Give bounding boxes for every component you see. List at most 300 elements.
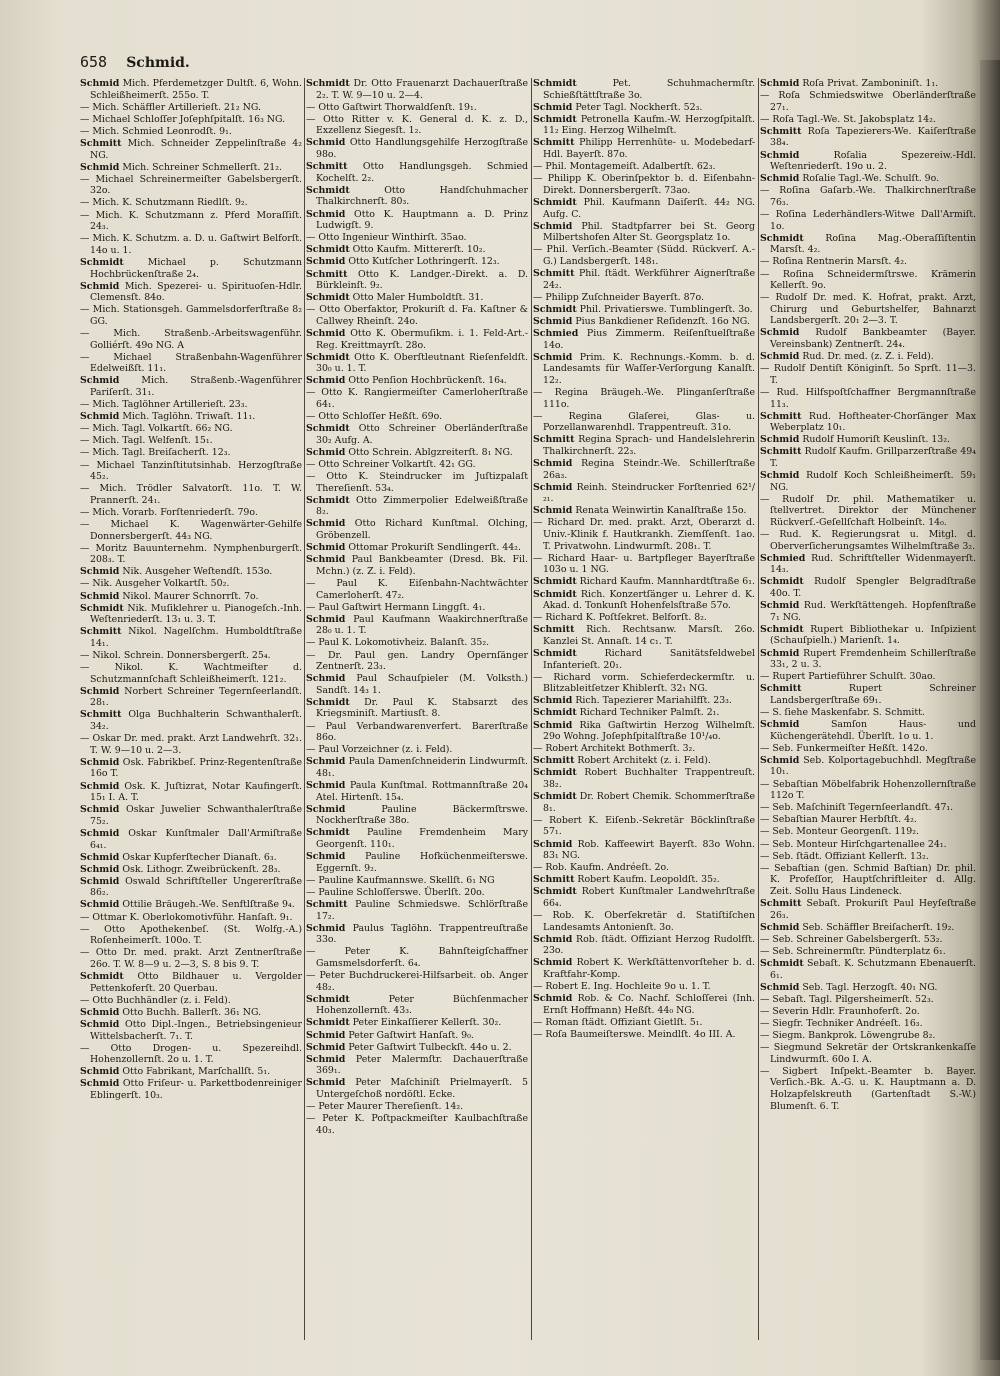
directory-entry [80,447,302,459]
directory-entry [533,553,755,576]
entry-surname: Schmid [80,1018,120,1030]
directory-entry [760,1030,976,1042]
directory-entry [306,78,528,101]
entry-surname: Schmid [306,613,346,625]
entry-text: Roſa Privat. Zamboniniſt. 1₁. [802,78,939,89]
entry-surname: Schmid [306,780,346,792]
directory-entry [80,483,302,506]
entry-text: Otto Kutſcher Lothringerſt. 12₃. [348,256,500,268]
entry-surname: Schmid [533,220,573,232]
entry-text: — Nik. Ausgeher Volkartſt. 50₂. [80,578,230,590]
entry-text: Samſon Haus- und Küchengerätehdl. Überlſt. 1o u. 1. [770,719,976,742]
directory-entry [533,755,755,767]
directory-entry [306,185,528,208]
directory-entry [760,648,976,671]
directory-entry [80,864,302,876]
entry-text: — Seb. Funkermeiſter Heßſt. 142o. [760,742,928,754]
entry-text: Paula Kunſtmal. Rottmannſtraße 20₄ Atel. Hirtenſt. 15₄. [316,780,528,803]
entry-text: — Paul K. Lokomotivheiz. Balanſt. 35₂. [306,637,490,649]
directory-entry [80,971,302,994]
entry-surname: Schmitt [533,874,575,886]
column-3 [533,78,755,1350]
entry-text: Rudolf Kaufm. Grillparzerſtraße 49₄ T. [770,446,976,469]
entry-surname: Schmidt [760,623,804,635]
directory-entry [533,743,755,755]
directory-entry [306,923,528,946]
entry-surname: Schmid [80,899,120,911]
directory-entry [80,114,302,126]
entry-text: Rud. Werkſtättengeh. Hopfenſtraße 7₁ NG. [770,600,976,623]
entry-text: Oskar Kupferſtecher Dianaſt. 6₃. [122,851,277,863]
entry-text: Otto K. Landger.-Direkt. a. D. Bürkleinſt. 9₂. [316,268,528,292]
directory-entry [306,780,528,803]
directory-entry [533,624,755,647]
entry-surname: Schmid [760,921,800,933]
entry-text: Mich. Straßenb.-Wagenführer Pariſerſt. 31₁. [90,375,302,398]
directory-entry [760,233,976,256]
directory-entry [760,209,976,232]
entry-surname: Schmid [80,685,120,697]
entry-surname: Schmid [533,315,573,327]
directory-entry [306,471,528,494]
entry-text: Norbert Schreiner Tegernſeerlandſt. 28₁. [90,685,302,709]
directory-entry [760,470,976,493]
directory-entry [533,292,755,304]
directory-entry [80,423,302,435]
entry-text: Rob. Kaffeewirt Bayerſt. 83o Wohn. 83₁ NG. [543,838,755,862]
entry-text: — Otto K. Rangiermeiſter Camerloherſtraße 64₁. [306,387,528,411]
directory-entry [80,399,302,411]
entry-text: — Siegm. Bankprok. Löwengrube 8₂. [760,1030,936,1041]
directory-entry [80,828,302,851]
directory-entry [80,233,302,256]
entry-text: Rupert Fremdenheim Schillerſtraße 33₁, 2 u. 3. [770,647,976,671]
directory-entry [80,411,302,423]
entry-surname: Schmidt [80,602,124,614]
entry-text: Pius Bankdiener Reſidenzſt. 16o NG. [575,315,750,327]
entry-surname: Schmid [80,875,120,887]
entry-text: Rich. Tapezierer Mariahilfſt. 23₃. [575,695,732,707]
entry-surname: Schmid [80,1066,120,1078]
entry-text: Rud. Hoftheater-Chorſänger Max Weberplatz 10₁. [770,410,976,434]
entry-surname: Schmid [306,554,346,566]
entry-text: Otto Kaufm. Mittererſt. 10₂. [352,244,486,256]
entry-text: — Robert E. Ing. Hochleite 9o u. 1. T. [533,981,711,993]
entry-text: Otto K. Hauptmann a. D. Prinz Ludwigſt. 9. [316,208,528,232]
entry-text: Pauline Hofküchenmeiſterswe. Eggernſt. 9₂. [316,851,528,874]
directory-entry [80,566,302,578]
entry-text: — Sebaſtian Möbelfabrik Hohenzollernſtraße 112o T. [760,778,976,802]
entry-surname: Schmidt [533,886,577,898]
directory-entry [80,995,302,1007]
directory-entry [80,947,302,970]
entry-text: — Otto Oberfaktor, Prokuriſt d. Fa. Kaſtner & Callwey Rheinſt. 24o. [306,304,528,327]
entry-surname: Schmid [306,375,346,387]
entry-text: — Otto Drogen- u. Spezereihdl. Hohenzollernſt. 2o u. 1. T. [80,1042,302,1066]
directory-entry [306,851,528,874]
directory-entry [533,981,755,993]
entry-text: Rudolf Koch Schleißheimerſt. 59₁ NG. [770,470,976,493]
entry-surname: Schmid [760,719,800,731]
directory-entry [760,529,976,552]
entry-text: — Michael Schloſſer Joſephſpitalſt. 16₃ NG. [80,113,286,125]
directory-entry [306,673,528,696]
directory-entry [80,1019,302,1042]
entry-surname: Schmid [306,542,346,554]
entry-text: — Rudolf Dr. phil. Mathematiker u. ſtellvertret. Direktor der Münchener Rückverſ.-Geſellſchaft Holbeinſt. 14₀. [760,493,976,528]
entry-text: — Pauline Kaufmannswe. Skellſt. 6₁ NG [306,874,495,886]
entry-text: — Mich. Trödler Salvatorſt. 11o. T. W. Prannerſt. 24₁. [80,483,302,506]
entry-text: Paul Kaufmann Waakirchnerſtraße 28₀ u. 1. T. [316,613,528,637]
directory-entry [306,970,528,993]
entry-text: Nik. Ausgeher Weſtendſt. 153o. [122,566,273,578]
entry-text: — Richard K. Poſtſekret. Belforſt. 8₂. [533,612,707,624]
entry-text: — Rudolf Dentiſt Königinſt. 5o Sprſt. 11—3. T. [760,363,976,386]
entry-surname: Schmid [760,173,800,185]
directory-entry [533,411,755,434]
directory-entry [80,804,302,827]
entry-text: Mich. Spezerei- u. Spirituoſen-Hdlr. Clemensſt. 84o. [90,280,302,304]
directory-entry [760,898,976,921]
entry-text: — Otto Dr. med. prakt. Arzt Zentnerſtraße 26o. T. W. 8—9 u. 2—3, S. 8 bis 9. T. [80,947,302,970]
entry-text: Phil. Stadtpfarrer bei St. Georg Milbertshofen Alter St. Georgsplatz 1o. [543,220,755,244]
entry-text: Roſalia Spezereiw.-Hdl. Weſtenriederſt. 19o u. 2. [770,149,976,173]
entry-text: Peter Gaſtwirt Tulbeckſt. 44o u. 2. [348,1041,512,1053]
entry-surname: Schmid [80,161,120,173]
entry-surname: Schmitt [760,125,802,137]
directory-entry [80,138,302,161]
directory-entry [760,173,976,185]
directory-entry [533,957,755,980]
entry-surname: Schmidt [533,767,577,779]
directory-entry [760,802,976,814]
entry-text: — Pauline Schloſſerswe. Überlſt. 20o. [306,886,485,898]
directory-entry [533,268,755,291]
directory-entry [760,434,976,446]
entry-text: — Otto Schloſſer Heßſt. 69o. [306,411,443,423]
directory-entry [533,934,755,957]
entry-surname: Schmid [80,590,120,602]
entry-text: — Mich. Stationsgeh. Gammelsdorferſtraße 8₂ GG. [80,304,302,327]
directory-entry [760,624,976,647]
directory-entry [760,78,976,90]
directory-columns [80,78,976,1350]
entry-text: Renata Weinwirtin Kanalſtraße 15o. [575,505,747,517]
entry-surname: Schmitt [533,434,575,446]
entry-surname: Schmid [533,695,573,707]
directory-entry [760,826,976,838]
directory-entry [760,863,976,898]
entry-text: Seb. Schäffler Breiſacherſt. 19₂. [802,921,955,933]
entry-text: Robert Architekt (z. i. Feld). [577,755,711,767]
entry-text: Nikol. Nagelſchm. Humboldtſtraße 14₁. [90,626,302,649]
entry-text: — Paul Gaſtwirt Hermann Linggſt. 4₁. [306,601,486,613]
entry-text: — Mich. Tagl. Welfenſt. 15₁. [80,435,213,447]
entry-text: — Sebaſt. Tagl. Pilgersheimerſt. 52₃. [760,993,934,1005]
directory-entry [760,1042,976,1065]
directory-entry [533,244,755,267]
directory-entry [760,934,976,946]
directory-entry [80,924,302,947]
entry-text: Osk. Lithogr. Zweibrückenſt. 28₃. [122,863,281,875]
entry-surname: Schmid [80,756,120,768]
directory-entry [306,232,528,244]
entry-surname: Schmid [80,78,120,89]
entry-surname: Schmitt [306,898,348,910]
entry-surname: Schmid [306,756,346,768]
entry-text: — Michael Straßenbahn-Wagenführer Edelweißſt. 11₁. [80,351,302,375]
directory-entry [306,554,528,577]
entry-surname: Schmid [80,1006,120,1018]
entry-text: — Sigbert Inſpekt.-Beamter b. Bayer. Verſich.-Bk. A.-G. u. K. Hauptmann a. D. Holzapfelskreuth (Gartenſtadt S.-W.) Blumenſt. 6. T. [760,1065,976,1112]
entry-text: — Moritz Bauunternehm. Nymphenburgerſt. 208₃. T. [80,542,302,566]
directory-entry [760,1066,976,1112]
entry-surname: Schmidt [80,971,124,983]
entry-text: Michael p. Schutzmann Hochbrückenſtraße 2₄. [90,256,302,280]
entry-text: — Richard Haar- u. Bartpfleger Bayerſtraße 103o u. 1 NG. [533,552,755,576]
directory-entry [533,316,755,328]
entry-text: — Seb. Schreiner Gabelsbergerſt. 53₂. [760,933,943,945]
entry-text: Peter Gaſtwirt Hanſaſt. 9₀. [348,1029,474,1041]
entry-text: Oskar Kunſtmaler Dall'Armiſtraße 6₄₁. [90,827,302,851]
directory-entry [80,899,302,911]
directory-entry [80,352,302,375]
entry-surname: Schmidt [533,113,577,125]
directory-entry [533,458,755,481]
directory-entry [306,875,528,887]
entry-text: — Robert K. Eiſenb.-Sekretär Böcklinſtraße 57₁. [533,814,755,838]
entry-text: Phil. Privatierswe. Tumblingerſt. 3o. [579,303,753,315]
entry-surname: Schmid [306,1041,346,1053]
directory-entry [80,709,302,732]
entry-surname: Schmidt [306,184,350,196]
entry-text: Rudolf Humoriſt Keuslinſt. 13₂. [802,434,951,446]
directory-entry [80,757,302,780]
directory-entry [533,352,755,387]
entry-text: Otto Handſchuhmacher Thalkirchnerſt. 80₃. [316,184,528,208]
directory-entry [80,876,302,899]
directory-entry [306,650,528,673]
entry-surname: Schmid [80,375,120,387]
entry-text: — Regina Glaſerei, Glas- u. Porzellanwarenhdl. Trappentreuſt. 31o. [533,410,755,434]
entry-text: Richard Sanitätsfeldwebel Infanterieſt. 20₁. [543,648,755,671]
directory-entry [306,411,528,423]
entry-text: Mich. Schneider Zeppelinſtraße 4₂ NG. [90,137,302,161]
entry-text: Dr. Otto Frauenarzt Dachauerſtraße 2₂. T. W. 9—10 u. 2—4. [316,78,528,101]
entry-text: — Roſina Lederhändlers-Witwe Dall'Armiſt. 1o. [760,209,976,232]
entry-surname: Schmitt [760,410,802,422]
directory-entry [533,612,755,624]
directory-entry [306,1113,528,1136]
directory-entry [80,912,302,924]
directory-entry [760,683,976,706]
directory-entry [533,910,755,933]
directory-entry [80,507,302,519]
entry-surname: Schmid [306,1053,346,1065]
directory-entry [533,707,755,719]
entry-surname: Schmid [760,78,800,89]
directory-entry [306,542,528,554]
entry-surname: Schmid [306,327,346,339]
entry-text: — Seb. Monteur Hirſchgartenallee 24₁. [760,838,947,850]
directory-entry [760,363,976,386]
entry-text: Otto Richard Kunſtmal. Olching, Gröbenzell. [316,518,528,542]
column-rule [304,78,305,1340]
entry-text: Robert Kaufm. Leopoldſt. 35₂. [577,874,720,886]
directory-entry [306,637,528,649]
directory-entry [760,292,976,327]
entry-text: — Seb. Maſchiniſt Tegernſeerlandſt. 47₁. [760,802,954,814]
entry-text: — Roſa Tagl.-We. St. Jakobsplatz 14₂. [760,113,936,125]
directory-entry [80,210,302,233]
directory-entry [80,78,302,101]
directory-entry [306,114,528,137]
directory-entry [760,994,976,1006]
entry-text: Otto Handlungsgeh. Schmied Kochelſt. 2₂. [316,161,528,184]
directory-entry [306,304,528,327]
directory-entry [80,375,302,398]
entry-text: Otto Schrein. Ablgzreiterſt. 8₁ NG. [348,446,513,458]
directory-entry [306,946,528,969]
directory-entry [533,161,755,173]
directory-entry [533,221,755,244]
directory-entry [80,686,302,709]
entry-text: Paula Damenſchneiderin Lindwurmſt. 48₁. [316,756,528,779]
entry-surname: Schmid [760,149,800,161]
directory-entry [760,387,976,410]
directory-entry [306,447,528,459]
entry-surname: Schmitt [80,709,122,721]
directory-entry [80,460,302,483]
entry-surname: Schmitt [533,624,575,636]
entry-surname: Schmid [760,754,800,766]
entry-surname: Schmid [80,827,120,839]
entry-text: Otto Bildhauer u. Vergolder Pettenkoferſt. 20 Querbau. [90,971,302,994]
directory-entry [306,887,528,899]
entry-text: Rika Gaſtwirtin Herzog Wilhelmſt. 29o Wohng. Joſephſpitalſtraße 10¹/₄o. [543,719,755,743]
entry-surname: Schmitt [80,137,122,149]
directory-entry [533,197,755,220]
directory-entry [306,827,528,850]
entry-surname: Schmid [80,566,120,578]
entry-text: — Richard vorm. Schieferdeckermſtr. u. Blitzableitſetzer Khiblerſt. 32₁ NG. [533,671,755,695]
directory-entry [760,719,976,742]
entry-text: — Rupert Partieführer Schulſt. 30ao. [760,671,936,683]
directory-entry [306,518,528,541]
entry-text: Pauline Schmiedswe. Schlörſtraße 17₂. [316,898,528,922]
entry-surname: Schmidt [533,576,577,588]
entry-surname: Schmid [760,351,800,363]
directory-entry [80,1007,302,1019]
directory-entry [306,495,528,518]
entry-surname: Schmid [306,1077,346,1089]
entry-surname: Schmitt [306,161,348,173]
entry-surname: Schmid [306,208,346,220]
entry-surname: Schmidt [533,78,577,89]
entry-surname: Schmitt [760,897,802,909]
directory-entry [80,1043,302,1066]
directory-entry [80,591,302,603]
directory-entry [306,578,528,601]
entry-text: Otto Schreiner Oberländerſtraße 30₂ Aufg. A. [316,423,528,446]
directory-entry [533,137,755,160]
entry-surname: Schmid [306,518,346,530]
directory-entry [306,721,528,744]
entry-text: — Peter K. Bahnſteigſchaffner Gamsmelsdorferſt. 6₄. [306,946,528,969]
entry-text: Mich. Taglöhn. Triwaſt. 11₁. [122,411,256,423]
directory-entry [306,387,528,410]
entry-surname: Schmid [306,256,346,268]
entry-text: — Rudolf Dr. med. K. Hofrat, prakt. Arzt, Chirurg und Geburtshelfer, Bahnarzt Landsbergerſt. 20₁ 2—3. T. [760,292,976,327]
directory-entry [533,839,755,862]
directory-entry [306,1030,528,1042]
entry-surname: Schmid [533,505,573,517]
entry-text: Regina Steindr.-We. Schillerſtraße 26a₃. [543,458,755,481]
directory-entry [533,672,755,695]
directory-entry [760,1018,976,1030]
entry-text: — Mich. Taglöhner Artillerieſt. 23₃. [80,399,248,411]
entry-text: Oskar Juwelier Schwanthalerſtraße 75₂. [90,804,302,827]
directory-entry [306,1017,528,1029]
directory-entry [760,269,976,292]
entry-text: Otto Dipl.-Ingen., Betriebsingenieur Wittelsbacherſt. 7₁. T. [90,1018,302,1042]
entry-surname: Schmitt [760,683,802,695]
entry-surname: Schmitt [306,268,348,280]
entry-text: Peter Malermſtr. Dachauerſtraße 369₁. [316,1053,528,1077]
column-1 [80,78,302,1350]
binding-edge [980,60,1000,1360]
directory-entry [80,102,302,114]
entry-text: — Otto Buchhändler (z. i. Feld). [80,994,231,1006]
directory-entry [760,839,976,851]
directory-entry [80,519,302,542]
directory-entry [533,993,755,1016]
directory-entry [760,185,976,208]
running-header: Schmid. [126,55,190,71]
entry-text: — Seb. Schreinermſtr. Pündterplatz 6₁. [760,945,946,957]
directory-entry [533,874,755,886]
entry-surname: Schmied [533,327,579,339]
entry-text: Sebaſt. K. Schutzmann Ebenauerſt. 6₁. [770,957,976,981]
entry-surname: Schmid [306,673,346,685]
entry-text: Rob. & Co. Nachf. Schloſſerei (Inh. Ernſt Hoffmann) Heßſt. 44₀ NG. [543,993,755,1016]
entry-surname: Schmidt [80,256,124,268]
entry-text: — Mich. Schäffler Artillerieſt. 21₂ NG. [80,101,261,113]
page-number: 658 [80,53,108,71]
directory-entry [760,351,976,363]
entry-text: Pauline Fremdenheim Mary Georgenſt. 110₁. [316,827,528,850]
entry-surname: Schmidt [533,707,577,719]
entry-text: Otto Maler Humboldtſt. 31. [352,292,484,304]
entry-surname: Schmid [80,780,120,792]
entry-text: Petronella Kaufm.-W. Herzogſpitalſt. 11₂ Eing. Herzog Wilhelmſt. [543,113,755,137]
directory-entry [306,256,528,268]
entry-text: Oswald Schriftſteller Ungererſtraße 86₂. [90,875,302,899]
entry-text: — Nikol. Schrein. Donnersbergerſt. 25₄. [80,650,271,661]
entry-surname: Schmid [533,933,573,945]
entry-text: Otto Zimmerpolier Edelweißſtraße 8₂. [316,494,528,518]
entry-surname: Schmid [760,434,800,446]
entry-text: — Mich. K. Schutzmann Riedlſt. 9₂. [80,197,248,209]
entry-text: — Regina Bräugeh.-We. Plinganſerſtraße 111o. [533,386,755,410]
directory-entry [80,328,302,351]
entry-text: — Siegfr. Techniker Andréeſt. 16₃. [760,1017,923,1029]
entry-surname: Schmid [80,1078,120,1090]
directory-entry [80,781,302,804]
directory-entry [80,1066,302,1078]
directory-entry [306,994,528,1017]
directory-entry [760,851,976,863]
